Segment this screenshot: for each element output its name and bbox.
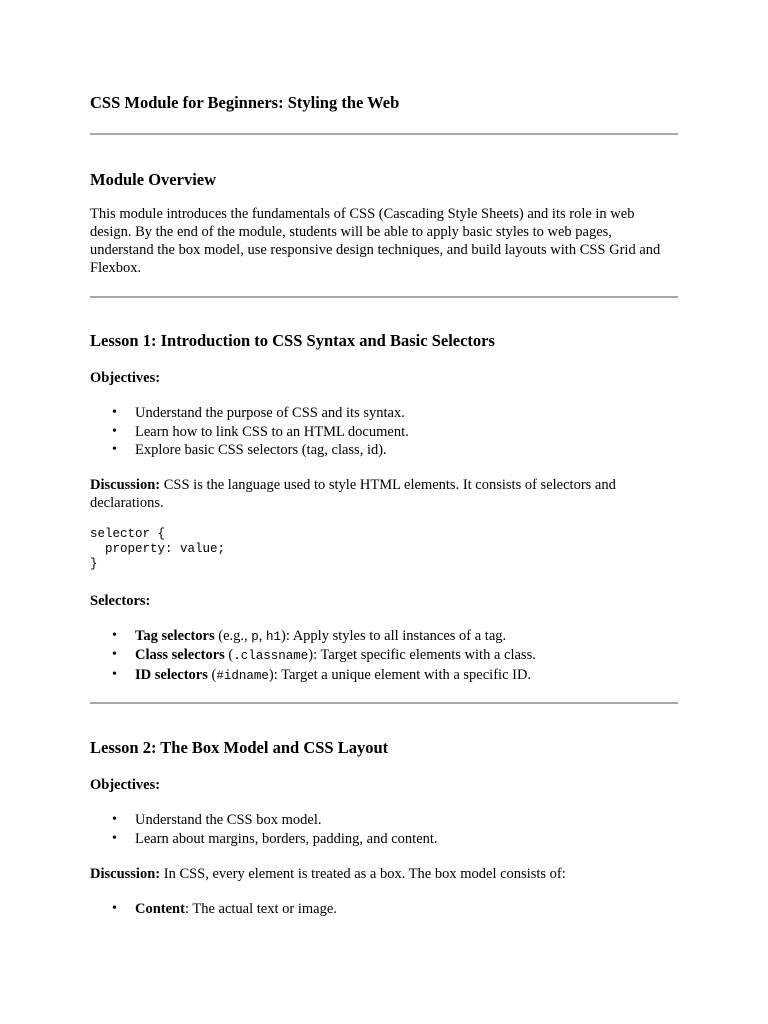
divider	[90, 702, 678, 704]
selectors-label: Selectors:	[90, 592, 151, 609]
selector-text: ): Target a unique element with a specific ID.	[268, 666, 532, 683]
part-text: : The actual text or image.	[184, 901, 337, 917]
selector-term: ID selectors	[135, 666, 208, 683]
overview-text: This module introduces the fundamentals of CSS (Cascading Style Sheets) and its role in web design. By the end of the module, students will be able to apply basic styles to web pages, understand the box model, use responsive design techniques, and build layouts with CSS Grid and Flexbox.	[90, 206, 661, 276]
part-term: Content	[135, 901, 185, 917]
list-item	[90, 666, 678, 686]
inline-code: h1	[266, 629, 282, 644]
box-model-parts-list	[90, 900, 678, 919]
lesson2-objectives-label: Objectives:	[90, 777, 161, 793]
selector-term: Class selectors	[135, 647, 225, 663]
discussion-label: Discussion:	[90, 866, 161, 882]
lesson2-discussion	[90, 865, 678, 883]
document-title: CSS Module for Beginners: Styling the Web	[90, 93, 400, 112]
lesson1-objectives-list	[90, 404, 678, 460]
selector-text: ): Target specific elements with a class.	[308, 647, 536, 663]
inline-code: .classname	[233, 649, 309, 663]
list-item: • Learn how to link CSS to an HTML document.	[90, 423, 678, 442]
lesson2-heading: Lesson 2: The Box Model and CSS Layout	[90, 738, 389, 757]
discussion-label: Discussion:	[90, 476, 161, 493]
lesson1-heading: Lesson 1: Introduction to CSS Syntax and Basic Selectors	[90, 331, 495, 350]
list-item	[90, 646, 678, 666]
selector-text: (e.g.,	[214, 627, 252, 644]
lesson2-objectives-list	[90, 811, 678, 848]
divider	[90, 133, 678, 135]
selectors-list	[90, 627, 678, 686]
selector-text: (	[224, 647, 234, 663]
overview-heading: Module Overview	[90, 170, 217, 189]
list-item: • Learn about margins, borders, padding, and content.	[90, 830, 678, 849]
list-item: • Understand the purpose of CSS and its syntax.	[90, 404, 678, 423]
list-item: • Understand the CSS box model.	[90, 811, 678, 830]
lesson1-objectives-label: Objectives:	[90, 370, 161, 386]
divider	[90, 296, 678, 298]
discussion-text: In CSS, every element is treated as a box. The box model consists of:	[160, 866, 566, 882]
lesson1-discussion	[90, 476, 678, 512]
selector-text: (	[207, 666, 217, 683]
list-item	[90, 627, 678, 647]
code-block: selector { property: value; }	[90, 526, 226, 571]
inline-code: #idname	[216, 668, 269, 683]
list-item: • Explore basic CSS selectors (tag, class, id).	[90, 441, 678, 460]
selector-text: ,	[258, 627, 267, 644]
discussion-text: CSS is the language used to style HTML elements. It consists of selectors and declarations.	[90, 476, 616, 511]
document-content	[90, 92, 678, 919]
selector-term: Tag selectors	[135, 627, 215, 644]
list-item	[90, 900, 678, 919]
selector-text: ): Apply styles to all instances of a tag.	[281, 627, 507, 644]
inline-code: p	[251, 629, 259, 644]
